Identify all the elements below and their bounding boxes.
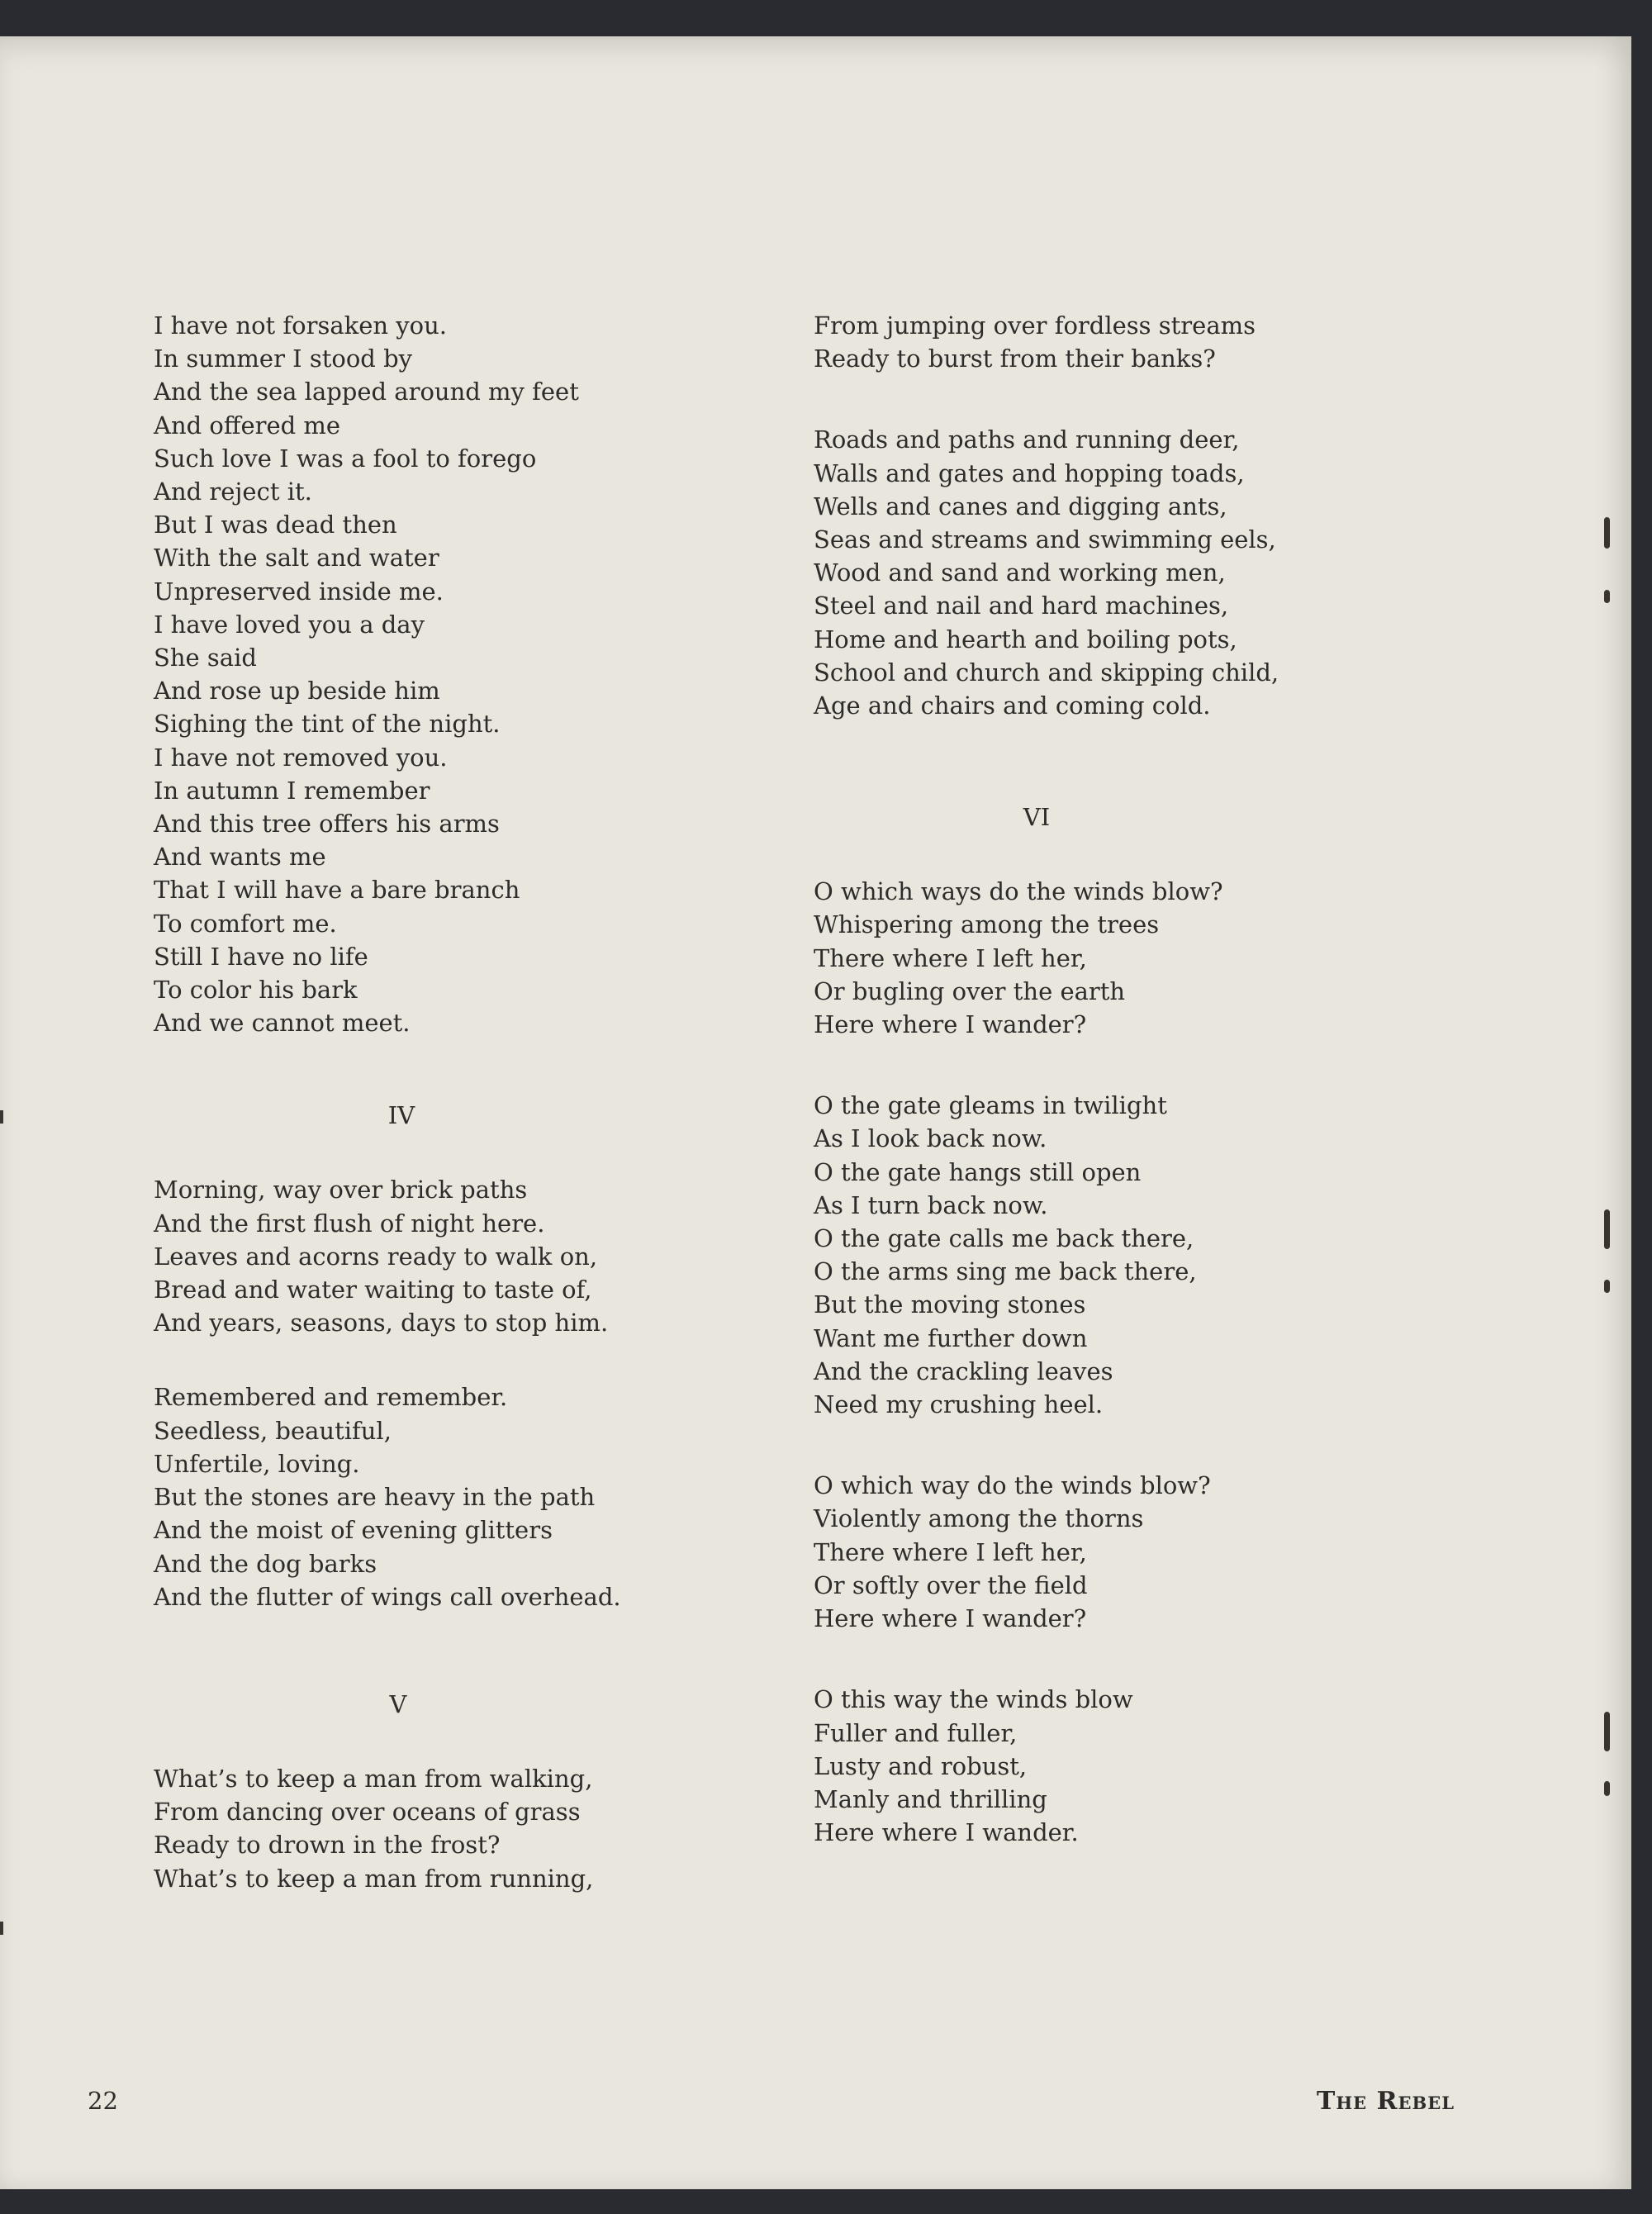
poem-line: Home and hearth and boiling pots, [814,625,1237,653]
poem-line: Or bugling over the earth [814,976,1126,1005]
staple-mark [1604,590,1610,603]
section-v-continued-stanza-2 [814,423,1392,722]
edge-mark [0,1110,3,1124]
poem-line: As I turn back now. [814,1190,1048,1219]
poem-line: Need my crushing heel. [814,1390,1104,1419]
staple-mark [1604,1280,1610,1293]
poem-line: O this way the winds blow [814,1685,1133,1714]
poem-line: O which way do the winds blow? [814,1471,1211,1500]
poem-line: Here where I wander? [814,1604,1087,1633]
poem-line: Want me further down [814,1323,1088,1352]
poem-line: Unfertile, loving. [154,1449,360,1478]
poem-line: Steel and nail and hard machines, [814,592,1229,620]
poem-line: Manly and thrilling [814,1784,1047,1813]
poem-line: What’s to keep a man from running, [154,1864,594,1893]
poem-line: Wood and sand and working men, [814,558,1226,587]
poem-line: What’s to keep a man from walking, [154,1764,593,1793]
poem-line: There where I left her, [814,943,1087,972]
section-heading-iv: IV [387,1101,415,1130]
poem-line: In summer I stood by [154,344,413,373]
poem-line: And wants me [154,843,326,872]
poem-line: O which ways do the winds blow? [814,877,1223,906]
poem-line: O the gate calls me back there, [814,1224,1194,1253]
poem-line: And the flutter of wings call overhead. [154,1582,621,1611]
poem-line: Here where I wander? [814,1010,1087,1039]
page [0,36,1631,2189]
section-iv-stanza-2 [154,1380,715,1613]
poem-line: Unpreserved inside me. [154,577,444,606]
section-iv-stanza-1 [154,1173,715,1339]
section-heading-v: V [389,1689,407,1718]
poem-line: And reject it. [154,477,312,506]
poem-line: But the moving stones [814,1290,1086,1319]
poem-line: Age and chairs and coming cold. [814,691,1211,720]
poem-line: Or softly over the field [814,1570,1088,1599]
poem-line: Remembered and remember. [154,1383,508,1412]
poem-line: She said [154,644,257,672]
poem-line: Seas and streams and swimming eels, [814,525,1276,554]
poem-line: With the salt and water [154,544,439,573]
poem-line: O the arms sing me back there, [814,1257,1197,1286]
poem-line: I have not removed you. [154,743,448,772]
edge-mark [0,1922,3,1935]
section-vi-stanza-1 [814,875,1392,1041]
section-vi-stanza-3 [814,1469,1392,1635]
staple-mark [1604,1209,1610,1249]
poem-line: Roads and paths and running deer, [814,425,1240,454]
poem-line: But the stones are heavy in the path [154,1483,596,1512]
poem-line: I have not forsaken you. [154,311,448,340]
poem-line: In autumn I remember [154,776,430,805]
poem-line: And the dog barks [154,1549,377,1578]
poem-line: To color his bark [154,976,358,1005]
poem-line: And years, seasons, days to stop him. [154,1309,609,1337]
poem-line: As I look back now. [814,1124,1047,1153]
poem-line: From dancing over oceans of grass [154,1798,581,1827]
section-heading-vi: VI [1023,803,1051,832]
running-title: The Rebel [1317,2087,1455,2116]
poem-line: Whispering among the trees [814,910,1160,939]
poem-line: Seedless, beautiful, [154,1416,392,1445]
poem-line: And the moist of evening glitters [154,1516,553,1545]
poem-line: And rose up beside him [154,677,440,706]
poem-line: Such love I was a fool to forego [154,444,537,473]
poem-line: Walls and gates and hopping toads, [814,458,1245,487]
poem-line: Here where I wander. [814,1818,1079,1847]
poem-line: Still I have no life [154,942,368,971]
page-number: 22 [88,2087,118,2115]
staple-mark [1604,1781,1610,1796]
poem-continuation-stanza [154,309,715,1039]
poem-line: And offered me [154,411,341,439]
poem-line: That I will have a bare branch [154,876,520,905]
staple-mark [1604,517,1610,549]
poem-line: Wells and canes and digging ants, [814,492,1227,520]
poem-line: Ready to drown in the frost? [154,1831,501,1860]
section-v-stanza-1 [154,1762,715,1895]
poem-line: To comfort me. [154,909,337,938]
poem-line: And this tree offers his arms [154,810,500,839]
section-vi-stanza-4 [814,1683,1392,1849]
poem-line: Fuller and fuller, [814,1718,1018,1747]
right-column [814,309,1392,1849]
poem-line: And the sea lapped around my feet [154,378,579,406]
poem-line: Violently among the thorns [814,1504,1144,1533]
poem-line: O the gate gleams in twilight [814,1091,1167,1120]
poem-line: Leaves and acorns ready to walk on, [154,1242,598,1271]
section-vi-stanza-2 [814,1089,1392,1421]
staple-mark [1604,1712,1610,1751]
poem-line: Morning, way over brick paths [154,1176,528,1204]
poem-line: But I was dead then [154,511,397,539]
poem-line: Lusty and robust, [814,1751,1028,1780]
section-v-continued-stanza-1 [814,309,1392,375]
poem-line: Bread and water waiting to taste of, [154,1276,592,1304]
poem-line: And the crackling leaves [814,1356,1113,1385]
poem-line: There where I left her, [814,1537,1087,1566]
poem-line: And the first flush of night here. [154,1209,545,1238]
poem-line: School and church and skipping child, [814,658,1279,687]
poem-line: O the gate hangs still open [814,1157,1142,1186]
poem-line: And we cannot meet. [154,1009,411,1038]
poem-line: Sighing the tint of the night. [154,710,501,739]
poem-line: Ready to burst from their banks? [814,344,1216,373]
poem-line: I have loved you a day [154,610,425,639]
poem-line: From jumping over fordless streams [814,311,1256,340]
left-column [154,309,715,1895]
